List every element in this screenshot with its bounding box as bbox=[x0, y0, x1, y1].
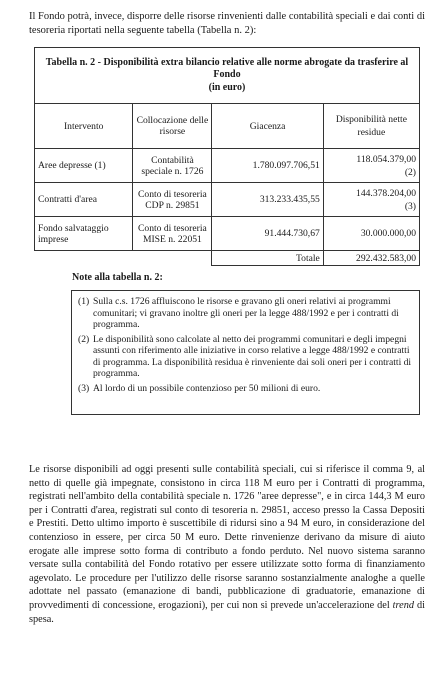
note-number: (2) bbox=[78, 333, 90, 345]
header-collocazione: Collocazione delle risorse bbox=[133, 104, 212, 149]
cell-disponibilita: 30.000.000,00 bbox=[323, 217, 419, 251]
note-item bbox=[78, 383, 412, 395]
cell-disponibilita bbox=[323, 183, 419, 217]
cell-giacenza: 1.780.097.706,51 bbox=[212, 149, 323, 183]
table-title bbox=[35, 48, 420, 104]
header-disponibilita: Disponibilità nette residue bbox=[323, 104, 419, 149]
notes-title: Note alla tabella n. 2: bbox=[72, 272, 163, 283]
trend-word: trend bbox=[392, 599, 415, 611]
cell-intervento: Contratti d'area bbox=[35, 183, 133, 217]
table-row bbox=[35, 217, 420, 251]
body-text: Le risorse disponibili ad oggi presenti sulle contabilità speciali, cui si riferisce il comma 9, al netto di quelle già impegnate, consistono in circa 118 M euro per i Contratti di programma, registrati nell'ambito della contabilità speciale n. 1726 "aree depresse", e in circa 144,3 M euro per i Contratti d'area, registrati sul conto di tesoreria n. 29851, acceso presso la Cassa Depositi e Prestiti. Detto ultimo importo è suscettibile di ridursi sino a 94 M euro, in considerazione del contenzioso in essere, per circa 50 M euro. Dette rinvenienze derivano da misure di aiuto erogate alle imprese sotto forma di contributo a fondo perduto. Nel nuovo sistema saranno versate sulla contabilità del Fondo rotativo per essere utilizzate sotto forma di finanziamento agevolato. Le procedure per l'utilizzo delle risorse saranno sostanzialmente analoghe a quelle adottate nel passato (emanazione di bandi, pubblicazione di graduatorie, emanazione di provvedimenti di concessione, erogazioni), per cui non si prevede un'accelerazione del bbox=[29, 464, 425, 611]
cell-collocazione: Conto di tesoreria MISE n. 22051 bbox=[133, 217, 212, 251]
table-total-row bbox=[35, 251, 420, 266]
note-number: (1) bbox=[78, 296, 90, 307]
body-text-end: di spesa. bbox=[29, 599, 425, 625]
cell-giacenza: 313.233.435,55 bbox=[212, 183, 323, 217]
note-text: Le disponibilità sono calcolate al netto dei programmi comunitari e degli impegni assunti con riferimento alle iniziative in corso relative a legge 488/1992 e contratti di programma. La disponibilità residua è rinveniente dai soli oneri per i contratti di programma. bbox=[93, 333, 412, 379]
availability-table bbox=[34, 47, 420, 266]
header-intervento: Intervento bbox=[35, 104, 133, 149]
notes-list bbox=[78, 296, 412, 397]
intro-paragraph: Il Fondo potrà, invece, disporre delle risorse rinvenienti dalle contabilità speciali e dai conti di tesoreria riportati nella seguente tabella (Tabella n. 2): bbox=[29, 11, 425, 36]
total-value: 292.432.583,00 bbox=[323, 251, 419, 266]
cell-collocazione: Contabilità speciale n. 1726 bbox=[133, 149, 212, 183]
cell-intervento: Fondo salvataggio imprese bbox=[35, 217, 133, 251]
table-title-unit: (in euro) bbox=[208, 81, 246, 93]
cell-giacenza: 91.444.730,67 bbox=[212, 217, 323, 251]
table-row bbox=[35, 149, 420, 183]
note-text: Sulla c.s. 1726 affluiscono le risorse e gravano gli oneri relativi ai programmi comunitari; vi gravano inoltre gli oneri per la legge 488/1992 e per i contratti di programma. bbox=[93, 296, 399, 330]
cell-collocazione: Conto di tesoreria CDP n. 29851 bbox=[133, 183, 212, 217]
disponibilita-note-ref: (2) bbox=[404, 166, 416, 178]
table-header-row bbox=[35, 104, 420, 149]
body-paragraph bbox=[29, 463, 425, 626]
cell-intervento: Aree depresse (1) bbox=[35, 149, 133, 183]
note-number: (3) bbox=[78, 382, 90, 394]
note-text: Al lordo di un possibile contenzioso per 50 milioni di euro. bbox=[93, 382, 321, 394]
cell-disponibilita bbox=[323, 149, 419, 183]
header-giacenza: Giacenza bbox=[212, 104, 323, 149]
disponibilita-note-ref: (3) bbox=[404, 200, 416, 212]
note-item bbox=[78, 334, 412, 380]
table-title-text: Tabella n. 2 - Disponibilità extra bilancio relative alle norme abrogate da trasferire al Fondo bbox=[45, 56, 409, 81]
note-item bbox=[78, 296, 412, 331]
total-label: Totale bbox=[212, 251, 323, 266]
total-spacer bbox=[35, 251, 212, 266]
disponibilita-value: 118.054.379,00 bbox=[356, 153, 416, 165]
table-row bbox=[35, 183, 420, 217]
disponibilita-value: 144.378.204,00 bbox=[356, 187, 416, 199]
